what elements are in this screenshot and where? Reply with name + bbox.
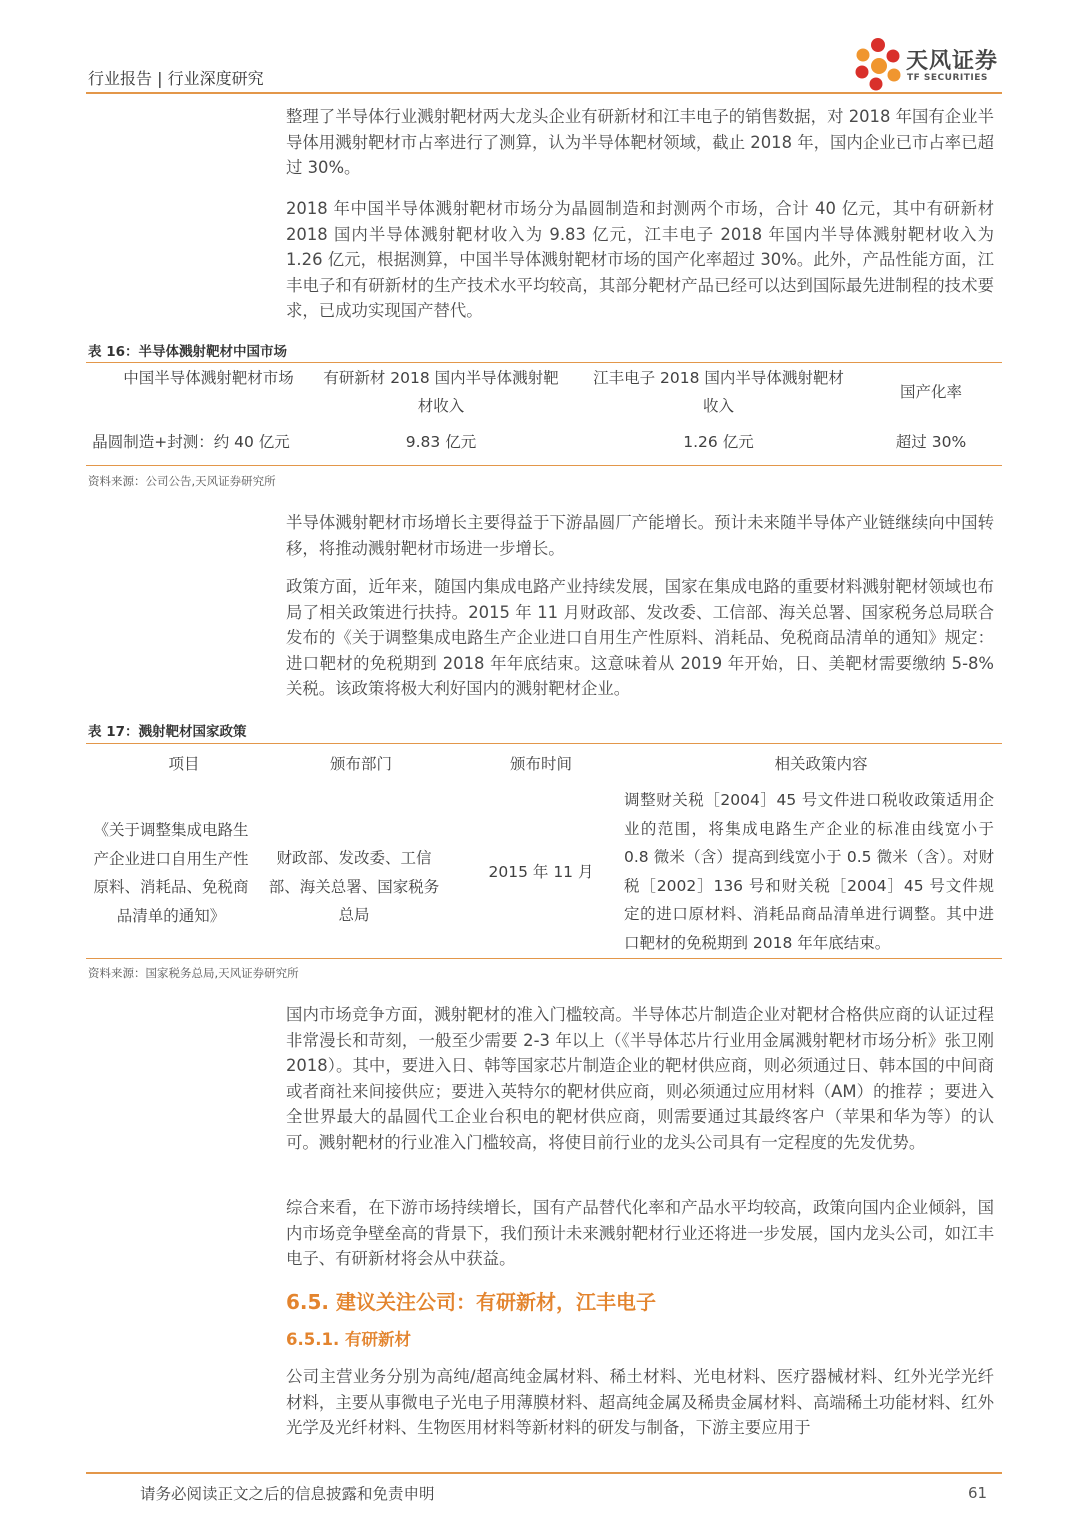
table16-header-jiangfeng: 江丰电子 2018 国内半导体溅射靶材收入 [593,369,844,415]
table16-title: 表 16：半导体溅射靶材中国市场 [88,344,287,360]
table16-cell-youyan: 9.83 亿元 [405,433,477,451]
paragraph-2: 2018 年中国半导体溅射靶材市场分为晶圆制造和封测两个市场，合计 40 亿元，其中有研新材 2018 国内半导体溅射靶材收入为 9.83 亿元，江丰电子 2018 年国内半导体溅射靶材收入为 1.26 亿元，根据测算，中国半导体溅射靶材市场的国产化率超过 30%。此外，产品性能方面，江丰电子和有研新材的生产技术水平均较高，其部分靶材产品已经可以达到国际最先进制程的技术要求，已成功实现国产替代。 [286,199,994,321]
logo-text-en: TF SECURITIES [907,73,988,83]
table17-cell-item: 《关于调整集成电路生产企业进口自用生产性原料、消耗品、免税商品清单的通知》 [93,821,249,925]
table17 [86,750,1002,960]
header-rule [86,92,1002,94]
table16-header-youyan: 有研新材 2018 国内半导体溅射靶材收入 [323,369,559,415]
table16-header-rate: 国产化率 [899,383,962,401]
table16-top-rule [86,362,1002,363]
paragraph-3: 半导体溅射靶材市场增长主要得益于下游晶圆厂产能增长。预计未来随半导体产业链继续向中国转移，将推动溅射靶材市场进一步增长。 [286,513,994,558]
paragraph-6: 综合来看，在下游市场持续增长，国有产品替代化率和产品水平均较高，政策向国内企业倾斜，国内市场竞争壁垒高的背景下，我们预计未来溅射靶材行业还将进一步发展，国内龙头公司，如江丰电子、有研新材将会从中获益。 [286,1198,994,1269]
paragraph-5: 国内市场竞争方面，溅射靶材的准入门槛较高。半导体芯片制造企业对靶材合格供应商的认证过程非常漫长和苛刻，一般至少需要 2-3 年以上（《半导体芯片行业用金属溅射靶材市场分析》张卫刚 2018）。其中，要进入日、韩等国家芯片制造企业的靶材供应商，则必须通过日、韩本国的中间商或者商社来间接供应；要进入英特尔的靶材供应商，则必须通过应用材料（AM）的推荐 ；要进入全世界最大的晶圆代工企业台积电的靶材供应商，则需要通过其最终客户（苹果和华为等）的认可。溅射靶材的行业准入门槛较高，将使目前行业的龙头公司具有一定程度的先发优势。 [286,1005,994,1152]
table17-header-date: 颁布时间 [509,755,572,773]
table17-header-content: 相关政策内容 [774,755,868,773]
table16-header-market: 中国半导体溅射靶材市场 [123,369,294,387]
table16-cell-rate: 超过 30% [895,433,967,451]
footer-rule [86,1472,1002,1474]
header-title: 行业报告 | 行业深度研究 [88,69,264,88]
table17-header-dept: 颁布部门 [329,755,392,773]
subsection-heading: 6.5.1. 有研新材 [286,1330,411,1349]
paragraph-4: 政策方面，近年来，随国内集成电路产业持续发展，国家在集成电路的重要材料溅射靶材领域也布局了相关政策进行扶持。2015 年 11 月财政部、发改委、工信部、海关总署、国家税务总局联合发布的《关于调整集成电路生产企业进口自用生产性原料、消耗品、免税商品清单的通知》规定：进口靶材的免税期到 2018 年年底结束。这意味着从 2019 年开始，日、美靶材需要缴纳 5-8%关税。该政策将极大利好国内的溅射靶材企业。 [286,577,994,699]
table17-top-rule [86,743,1002,744]
company-logo [850,36,1010,92]
table17-cell-content: 调整财关税［2004］45 号文件进口税收政策适用企业的范围，将集成电路生产企业的标准由线宽小于 0.8 微米（含）提高到线宽小于 0.5 微米（含）。对财税［2002］136 号和财关税［2004］45 号文件规定的进口原材料、消耗品商品清单进行调整。其中进口靶材的免税期到 2018 年年底结束。 [624,791,994,952]
paragraph-1: 整理了半导体行业溅射靶材两大龙头企业有研新材和江丰电子的销售数据，对 2018 年国有企业半导体用溅射靶材市占率进行了测算，认为半导体靶材领域，截止 2018 年，国内企业已市占率已超过 30%。 [286,107,994,178]
paragraph-7: 公司主营业务分别为高纯/超高纯金属材料、稀土材料、光电材料、医疗器械材料、红外光学光纤材料，主要从事微电子光电子用薄膜材料、超高纯金属及稀贵金属材料、高端稀土功能材料、红外光学及光纤材料、生物医用材料等新材料的研发与制备，下游主要应用于 [286,1367,994,1438]
table17-source: 资料来源：国家税务总局,天风证券研究所 [88,966,299,980]
table17-title: 表 17：溅射靶材国家政策 [88,724,247,740]
page-number: 61 [968,1484,988,1502]
table17-cell-date: 2015 年 11 月 [488,863,594,881]
section-heading: 6.5. 建议关注公司：有研新材，江丰电子 [286,1290,656,1314]
table17-bottom-rule [86,958,1002,959]
table16-bottom-rule [86,465,1002,466]
table16-cell-market: 晶圆制造+封测：约 40 亿元 [92,433,290,451]
footer-disclaimer: 请务必阅读正文之后的信息披露和免责申明 [140,1485,435,1503]
table16-cell-jiangfeng: 1.26 亿元 [683,433,754,451]
table16-source: 资料来源：公司公告,天风证券研究所 [88,474,276,488]
table17-header-item: 项目 [168,755,200,773]
logo-text-cn: 天风证券 [906,49,999,74]
logo-flower-icon [850,36,906,92]
table17-cell-dept: 财政部、发改委、工信部、海关总署、国家税务总局 [268,849,440,924]
